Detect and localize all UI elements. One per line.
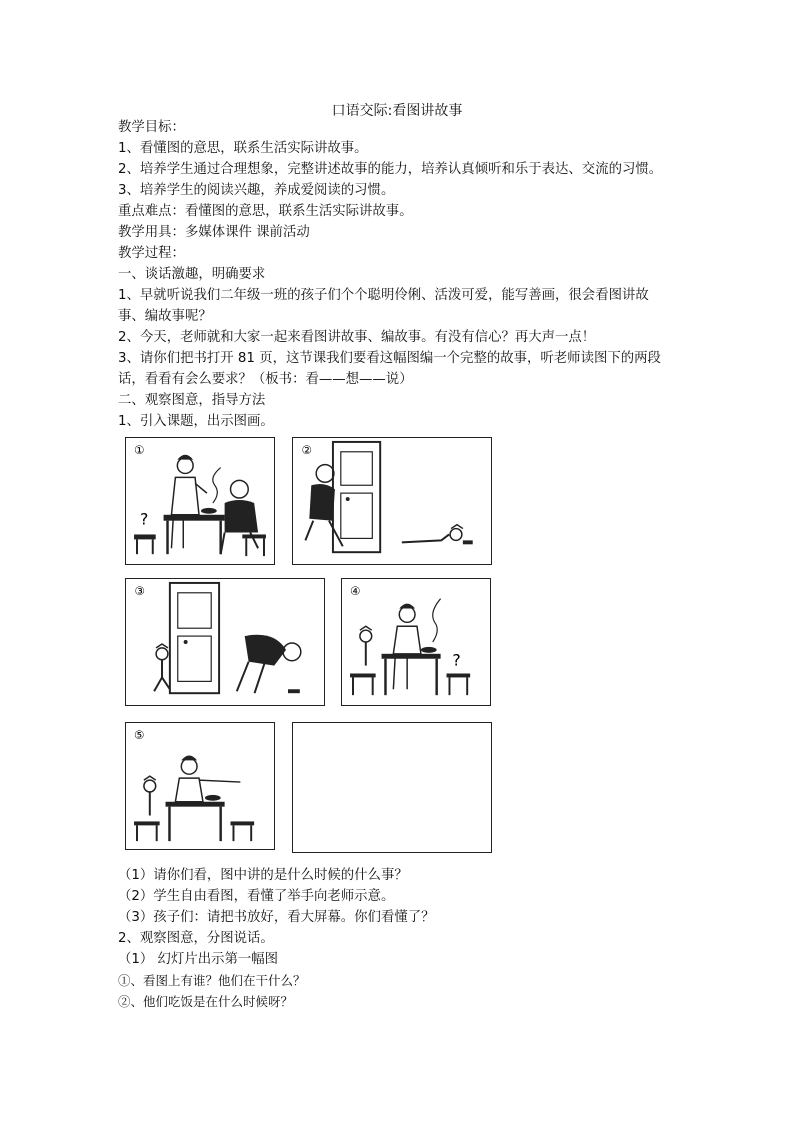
text-line: 重点难点：看懂图的意思，联系生活实际讲故事。 xyxy=(118,204,413,219)
text-line: （1） 幻灯片出示第一幅图 xyxy=(118,952,279,967)
text-line: （1）请你们看，图中讲的是什么时候的什么事？ xyxy=(118,868,408,883)
picture-panel-3 xyxy=(125,578,325,706)
text-line: ②、他们吃饭是在什么时候呀？ xyxy=(118,994,294,1009)
picture-panel-4 xyxy=(341,578,491,706)
dinner-table-illustration xyxy=(126,723,274,849)
svg-text:?: ? xyxy=(139,509,149,529)
text-line: 1、早就听说我们二年级一班的孩子们个个聪明伶俐、活泼可爱，能写善画，很会看图讲故 xyxy=(118,288,649,303)
text-line: 2、今天，老师就和大家一起来看图讲故事、编故事。有没有信心？再大声一点！ xyxy=(118,330,596,345)
text-line: 事、编故事呢？ xyxy=(118,309,212,324)
dinner-table-illustration xyxy=(126,438,274,564)
picture-panel-2 xyxy=(292,437,492,565)
panel-number: ③ xyxy=(134,583,146,598)
text-line: （3）孩子们：请把书放好，看大屏幕。你们看懂了？ xyxy=(118,910,435,925)
text-line: 教学用具：多媒体课件 课前活动 xyxy=(118,225,310,240)
door-illustration xyxy=(126,579,324,705)
picture-panel-1 xyxy=(125,437,275,565)
picture-panel-5 xyxy=(125,722,275,850)
text-line: 1、引入课题，出示图画。 xyxy=(118,414,274,429)
panel-number: ① xyxy=(134,442,145,457)
door-illustration xyxy=(293,438,491,564)
text-line: 2、观察图意，分图说话。 xyxy=(118,931,274,946)
text-line: 2、培养学生通过合理想象，完整讲述故事的能力，培养认真倾听和乐于表达、交流的习惯。 xyxy=(118,162,663,177)
document-title: 口语交际:看图讲故事 xyxy=(331,103,463,119)
text-line: 3、培养学生的阅读兴趣，养成爱阅读的习惯。 xyxy=(118,183,395,198)
panel-number: ② xyxy=(301,442,313,457)
text-line: 教学过程： xyxy=(118,246,185,261)
text-line: 一、谈话激趣，明确要求 xyxy=(118,267,266,282)
text-line: ①、看图上有谁？他们在干什么？ xyxy=(118,973,306,988)
text-line: 话，看看有会么要求？（板书：看——想——说） xyxy=(118,372,413,387)
panel-number: ④ xyxy=(350,583,361,598)
panel-number: ⑤ xyxy=(134,727,145,742)
picture-panel-6-blank xyxy=(292,722,492,853)
svg-text:?: ? xyxy=(452,650,461,670)
text-line: 二、观察图意，指导方法 xyxy=(118,393,266,408)
text-line: 3、请你们把书打开 81 页，这节课我们要看这幅图编一个完整的故事，听老师读图下的两段 xyxy=(118,351,661,366)
text-line: 1、看懂图的意思，联系生活实际讲故事。 xyxy=(118,141,368,156)
text-line: （2）学生自由看图，看懂了举手向老师示意。 xyxy=(118,889,395,904)
text-line: 教学目标： xyxy=(118,120,185,135)
dinner-table-illustration xyxy=(342,579,490,705)
